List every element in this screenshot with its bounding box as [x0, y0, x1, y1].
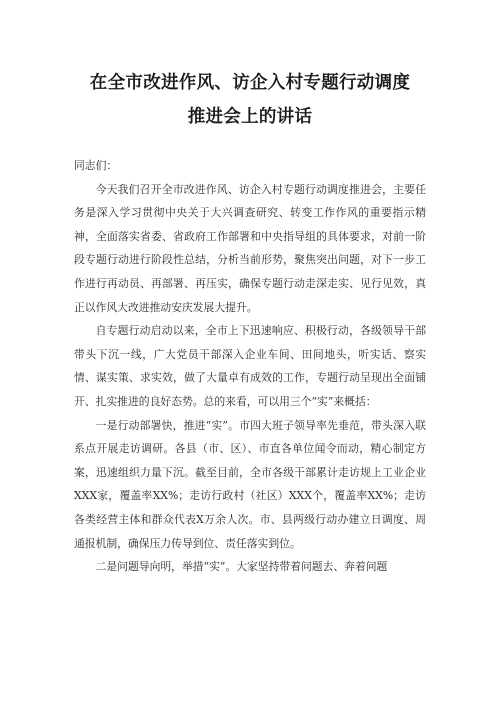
- paragraph-overview: 自专题行动启动以来，全市上下迅速响应、积极行动，各级领导干部带头下沉一线，广大党员干部深入企业车间、田间地头，听实话、察实情、谋实策、求实效，做了大量卓有成效的工作，专题行动呈现出全面铺开、扎实推进的良好态势。总的来看，可以用三个“实”来概括：: [74, 324, 426, 408]
- page-subtitle: 推进会上的讲话: [187, 107, 313, 127]
- paragraph-opening: 今天我们召开全市改进作风、访企入村专题行动调度推进会，主要任务是深入学习贯彻中央关于大兴调查研究、转变工作作风的重要指示精神，全面落实省委、省政府工作部署和中央指导组的具体要求，对前一阶段专题行动进行阶段性总结，分析当前形势，聚焦突出问题，对下一步工作进行再动员、再部署、再压实，确保专题行动走深走实、见行见效，真正以作风大改进推动安庆发展大提升。: [74, 182, 426, 314]
- paragraph-point-two: 二是问题导向明，举措“实”。大家坚持带着问题去、奔着问题: [95, 560, 388, 574]
- document-body: [74, 154, 426, 579]
- paragraph-point-one: 一是行动部署快，推进“实”。市四大班子领导率先垂范，带头深入联系点开展走访调研。各县（市、区）、市直各单位闻令而动，精心制定方案，迅速组织力量下沉。截至目前，全市各级干部累计走访规上工业企业XXX家，覆盖率XX%；走访行政村（社区）XXX个，覆盖率XX%；走访各类经营主体和群众代表X万余人次。市、县两级行动办建立日调度、周通报机制，确保压力传导到位、责任落实到位。: [74, 418, 426, 550]
- salutation: 同志们：: [74, 159, 118, 172]
- page-title: 在全市改进作风、访企入村专题行动调度: [89, 73, 411, 93]
